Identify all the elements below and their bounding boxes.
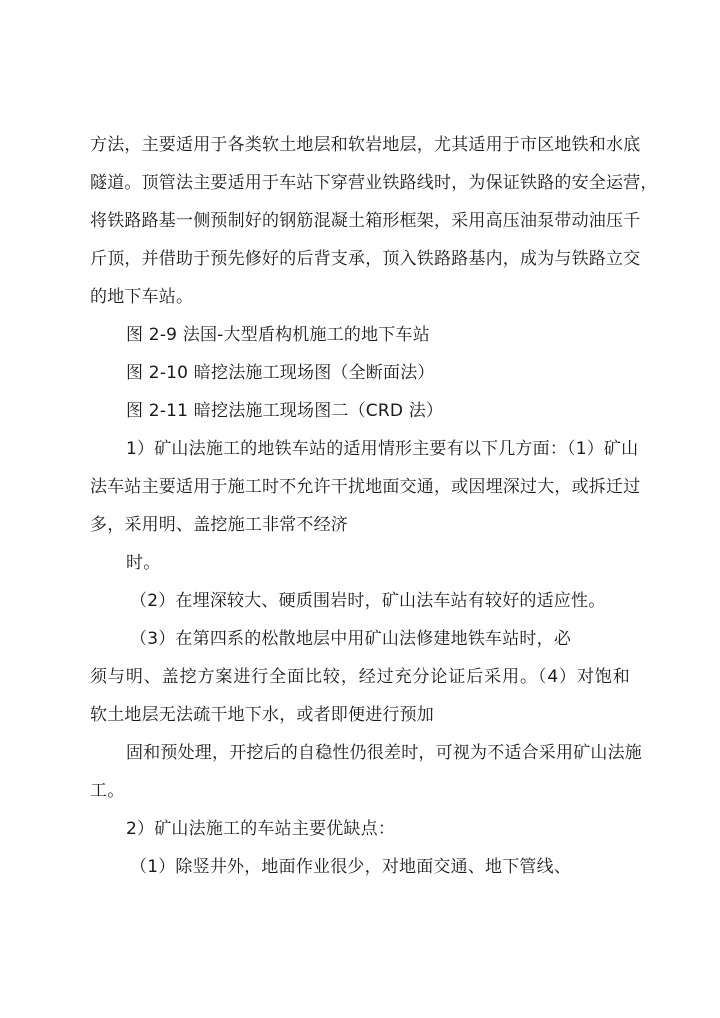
paragraph-line: 方法，主要适用于各类软土地层和软岩地层，尤其适用于市区地铁和水底: [90, 135, 641, 155]
paragraph-line: 工。: [90, 781, 125, 801]
paragraph-line: 1）矿山法施工的地铁车站的适用情形主要有以下几方面：（1）矿山: [126, 439, 639, 459]
paragraph-line: 斤顶，并借助于预先修好的后背支承，顶入铁路路基内，成为与铁路立交: [90, 249, 641, 269]
paragraph-line: 固和预处理，开挖后的自稳性仍很差时，可视为不适合采用矿山法施: [126, 743, 642, 763]
figure-caption: 图 2-9 法国-大型盾构机施工的地下车站: [126, 325, 430, 345]
paragraph-line: 法车站主要适用于施工时不允许干扰地面交通，或因埋深过大，或拆迁过: [90, 477, 641, 497]
list-item: （3）在第四系的松散地层中用矿山法修建地铁车站时，必: [130, 629, 572, 649]
paragraph-line: 须与明、盖挖方案进行全面比较，经过充分论证后采用。（4）对饱和: [90, 667, 630, 687]
list-item: （2）在埋深较大、硬质围岩时，矿山法车站有较好的适应性。: [130, 591, 606, 611]
list-item: （1）除竖井外，地面作业很少，对地面交通、地下管线、: [130, 857, 572, 877]
section-heading: 2）矿山法施工的车站主要优缺点：: [126, 819, 396, 839]
paragraph-line: 多，采用明、盖挖施工非常不经济: [90, 515, 348, 535]
figure-caption: 图 2-11 暗挖法施工现场图二（CRD 法）: [126, 401, 444, 421]
paragraph-line: 软土地层无法疏干地下水，或者即便进行预加: [90, 705, 434, 725]
paragraph-line: 隧道。顶管法主要适用于车站下穿营业铁路线时，为保证铁路的安全运营，: [90, 173, 658, 193]
paragraph-line: 的地下车站。: [90, 287, 194, 307]
figure-caption: 图 2-10 暗挖法施工现场图（全断面法）: [126, 363, 435, 383]
paragraph-line: 将铁路路基一侧预制好的钢筋混凝土箱形框架，采用高压油泵带动油压千: [90, 211, 641, 231]
paragraph-line: 时。: [126, 553, 161, 573]
